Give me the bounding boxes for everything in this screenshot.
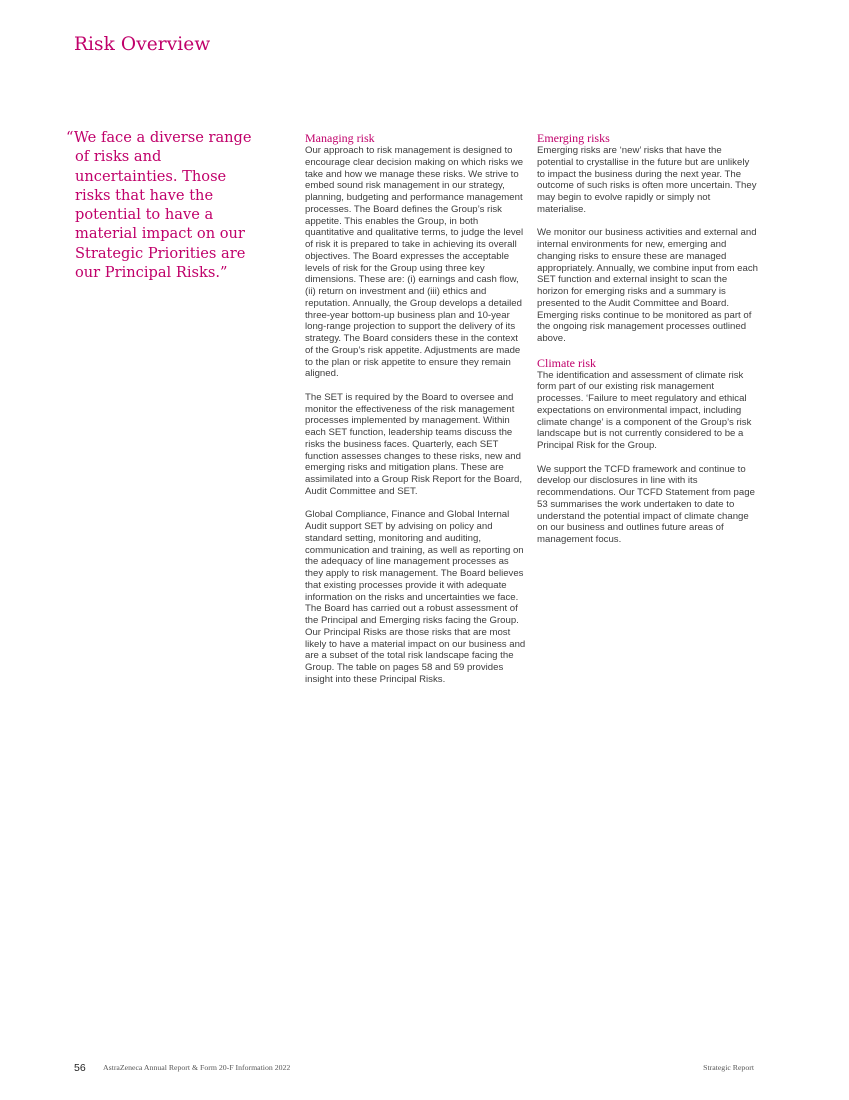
emerging-risks-heading: Emerging risks [537,131,610,145]
section-name: Strategic Report [703,1063,754,1072]
publication-title: AstraZeneca Annual Report & Form 20-F Information 2022 [103,1063,291,1072]
managing-risk-column [305,132,527,697]
climate-risk-paragraph-2: We support the TCFD framework and continue to develop our disclosures in line with its recommendations. Our TCFD Statement from page 53 summarises the work undertaken to date to understand the potential impact of climate change on our business and outlines future areas of management focus. [537,463,755,545]
managing-risk-paragraph-2: The SET is required by the Board to oversee and monitor the effectiveness of the risk management processes implemented by management. Within each SET function, leadership teams discuss the risks the business faces. Quarterly, each SET function assesses changes to these risks, new and emerging risks and mitigation plans. These are assimilated into a Group Risk Report for the Board, Audit Committee and SET. [305,391,523,497]
page-title: Risk Overview [74,34,211,55]
managing-risk-heading: Managing risk [305,131,375,145]
emerging-risks-paragraph-1: Emerging risks are ‘new’ risks that have the potential to crystallise in the future but are unlikely to impact the business during the next year. The outcome of such risks is often more uncertain. They may begin to evolve rapidly or simply not materialise. [537,145,757,215]
managing-risk-paragraph-1: Our approach to risk management is designed to encourage clear decision making on which risks we take and how we manage these risks. We strive to embed sound risk management in our strategy, planning, budgeting and performance management processes. The Board defines the Group’s risk appetite. This enables the Group, in both quantitative and qualitative terms, to judge the level of risk it is prepared to take in achieving its overall objectives. The Board expresses the acceptable levels of risk for the Group using three key dimensions. These are: (i) earnings and cash flow, (ii) return on investment and (iii) ethics and reputation. Annually, the Group develops a detailed three-year bottom-up business plan and 10-year long-range projection to support the delivery of its strategy. The Board considers these in the context of the Group’s risk appetite. Adjustments are made to the plan or risk appetite to ensure they remain aligned. [305,145,524,380]
emerging-risks-paragraph-2: We monitor our business activities and external and internal environments for new, emerging and changing risks to ensure these are managed appropriately. Annually, we combine input from each SET function and external insight to scan the horizon for emerging risks and a summary is presented to the Audit Committee and Board. Emerging risks continue to be monitored as part of the ongoing risk management processes outlined above. [537,227,758,344]
climate-risk-heading: Climate risk [537,355,596,370]
page-number: 56 [74,1062,86,1074]
climate-risk-paragraph-1: The identification and assessment of climate risk form part of our existing risk management processes. ‘Failure to meet regulatory and ethical expectations on environmental impact, including climate change’ is a component of the Group’s risk landscape but is not currently considered to be a Principal Risk for the Group. [537,369,752,451]
managing-risk-paragraph-3: Global Compliance, Finance and Global Internal Audit support SET by advising on policy and standard setting, monitoring and auditing, communication and training, as well as reporting on the adequacy of line management processes as they apply to risk management. The Board believes that existing processes provide it with adequate information on the risks and uncertainties we face. The Board has carried out a robust assessment of the Principal and Emerging risks facing the Group. Our Principal Risks are those risks that are most likely to have a material impact on our business and are a subset of the total risk landscape facing the Group. The table on pages 58 and 59 provides insight into these Principal Risks. [305,509,526,685]
page-footer [0,1062,849,1076]
emerging-climate-column [537,132,759,558]
pull-quote: “We face a diverse range of risks and uncertainties. Those risks that have the potential to have a material impact on our Strategic Priorities are our Principal Risks.” [66,129,252,282]
